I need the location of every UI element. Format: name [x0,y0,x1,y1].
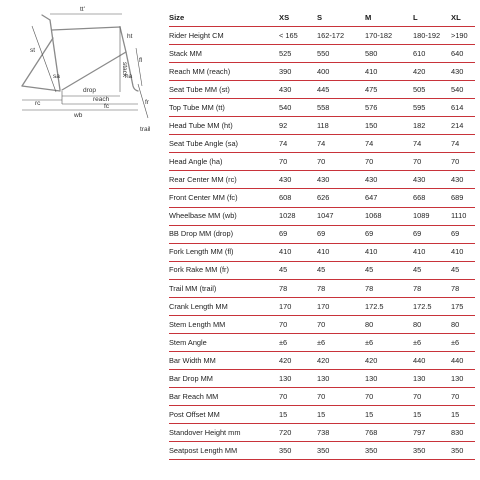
cell-value: 410 [451,243,475,261]
table-row [169,171,475,189]
label-wb: wb [74,112,83,119]
cell-value: 525 [279,45,317,63]
cell-value: 70 [317,387,365,405]
cell-value: 150 [365,117,413,135]
row-label: Stem Length MM [169,315,279,333]
row-label: Head Angle (ha) [169,153,279,171]
cell-value: < 165 [279,27,317,45]
row-label: Seatpost Length MM [169,442,279,460]
cell-value: 80 [413,315,451,333]
cell-value: 69 [317,225,365,243]
cell-value: 1047 [317,207,365,225]
row-label: Stem Angle [169,333,279,351]
saddle-rail [42,15,50,20]
table-row [169,243,475,261]
cell-value: 768 [365,424,413,442]
table-row [169,45,475,63]
cell-value: 182 [413,117,451,135]
cell-value: ±6 [317,333,365,351]
row-label: Seat Tube MM (st) [169,81,279,99]
cell-value: 118 [317,117,365,135]
table-row [169,261,475,279]
table-row [169,189,475,207]
row-label: Seat Tube Angle (sa) [169,135,279,153]
cell-value: 430 [279,171,317,189]
cell-value: 626 [317,189,365,207]
cell-value: 130 [365,369,413,387]
cell-value: 69 [413,225,451,243]
row-label: Head Tube MM (ht) [169,117,279,135]
table-row [169,207,475,225]
cell-value: 69 [451,225,475,243]
cell-value: 440 [451,351,475,369]
cell-value: 689 [451,189,475,207]
cell-value: 540 [451,81,475,99]
cell-value: 78 [279,279,317,297]
geometry-table [169,9,475,460]
cell-value: 420 [279,351,317,369]
label-reach: reach [93,96,110,103]
label-sa: sa [53,73,60,80]
head-tube [120,27,126,52]
cell-value: 720 [279,424,317,442]
cell-value: 1089 [413,207,451,225]
cell-value: 420 [317,351,365,369]
cell-value: 410 [365,243,413,261]
cell-value: 580 [365,45,413,63]
cell-value: 350 [451,442,475,460]
cell-value: 410 [279,243,317,261]
cell-value: ±6 [413,333,451,351]
cell-value: 74 [413,135,451,153]
cell-value: 74 [279,135,317,153]
table-row [169,369,475,387]
label-fl: fl [139,57,143,64]
cell-value: 170 [317,297,365,315]
table-row [169,387,475,405]
cell-value: 505 [413,81,451,99]
cell-value: 70 [279,387,317,405]
row-label: Reach MM (reach) [169,63,279,81]
cell-value: 1068 [365,207,413,225]
table-body [169,27,475,460]
cell-value: 45 [279,261,317,279]
frame-outline [22,15,138,91]
top-tube [52,27,120,30]
table-row [169,81,475,99]
table-row [169,63,475,81]
cell-value: 172.5 [365,297,413,315]
cell-value: 130 [451,369,475,387]
cell-value: 410 [365,63,413,81]
header-row [169,9,475,27]
cell-value: 550 [317,45,365,63]
cell-value: 430 [413,171,451,189]
cell-value: 70 [317,315,365,333]
table-row [169,99,475,117]
cell-value: 430 [451,63,475,81]
cell-value: 130 [279,369,317,387]
cell-value: 70 [365,153,413,171]
cell-value: 640 [451,45,475,63]
table-row [169,297,475,315]
cell-value: 420 [413,63,451,81]
cell-value: 69 [279,225,317,243]
cell-value: 78 [451,279,475,297]
cell-value: 430 [365,171,413,189]
header-size-1: XS [279,9,317,27]
cell-value: 70 [279,315,317,333]
cell-value: ±6 [365,333,413,351]
cell-value: 668 [413,189,451,207]
cell-value: 15 [279,406,317,424]
label-ha: ha [125,73,133,80]
row-label: Bar Reach MM [169,387,279,405]
cell-value: 74 [451,135,475,153]
cell-value: 45 [365,261,413,279]
cell-value: 647 [365,189,413,207]
cell-value: 610 [413,45,451,63]
frame-geometry-diagram [0,0,165,150]
cell-value: 70 [451,387,475,405]
cell-value: 130 [413,369,451,387]
table-row [169,279,475,297]
table-row [169,225,475,243]
label-trail: trail [140,126,151,133]
table-row [169,351,475,369]
cell-value: 430 [279,81,317,99]
header-size-2: S [317,9,365,27]
row-label: Rider Height CM [169,27,279,45]
label-stack: stack [121,62,128,78]
row-label: Front Center MM (fc) [169,189,279,207]
cell-value: 170 [279,297,317,315]
label-fc: fc [104,103,110,110]
header-size-5: XL [451,9,475,27]
cell-value: 74 [317,135,365,153]
cell-value: 558 [317,99,365,117]
cell-value: 350 [279,442,317,460]
label-rc: rc [35,100,41,107]
cell-value: 1110 [451,207,475,225]
row-label: Bar Drop MM [169,369,279,387]
cell-value: 475 [365,81,413,99]
cell-value: 70 [317,153,365,171]
cell-value: 430 [317,171,365,189]
cell-value: 92 [279,117,317,135]
label-st: st [30,47,36,54]
cell-value: 430 [451,171,475,189]
table-row [169,27,475,45]
cell-value: 350 [413,442,451,460]
table-row [169,315,475,333]
cell-value: 78 [365,279,413,297]
cell-value: 15 [365,406,413,424]
cell-value: 78 [317,279,365,297]
fl-dimension-line [136,48,142,86]
down-tube [62,52,126,90]
header-size-3: M [365,9,413,27]
cell-value: 440 [413,351,451,369]
table-row [169,135,475,153]
cell-value: 410 [413,243,451,261]
table-row [169,442,475,460]
cell-value: 80 [365,315,413,333]
cell-value: 595 [413,99,451,117]
cell-value: 70 [451,153,475,171]
cell-value: 180-192 [413,27,451,45]
row-label: Fork Rake MM (fr) [169,261,279,279]
cell-value: 170-182 [365,27,413,45]
cell-value: 70 [279,153,317,171]
seat-stay [22,38,53,86]
cell-value: 45 [451,261,475,279]
cell-value: 1028 [279,207,317,225]
cell-value: 15 [317,406,365,424]
cell-value: 130 [317,369,365,387]
label-ht: ht [127,33,133,40]
cell-value: 162-172 [317,27,365,45]
cell-value: 69 [365,225,413,243]
row-label: Crank Length MM [169,297,279,315]
table-row [169,117,475,135]
row-label: Stack MM [169,45,279,63]
cell-value: 15 [451,406,475,424]
cell-value: 390 [279,63,317,81]
cell-value: 400 [317,63,365,81]
row-label: Standover Height mm [169,424,279,442]
cell-value: 15 [413,406,451,424]
row-label: Post Offset MM [169,406,279,424]
frame-diagram-svg [0,0,165,150]
cell-value: 45 [317,261,365,279]
label-drop: drop [83,87,97,94]
cell-value: 614 [451,99,475,117]
table-row [169,153,475,171]
cell-value: 214 [451,117,475,135]
cell-value: 350 [317,442,365,460]
header-size: Size [169,9,279,27]
label-fr: fr [145,99,149,106]
cell-value: ±6 [279,333,317,351]
cell-value: 70 [413,153,451,171]
cell-value: 175 [451,297,475,315]
cell-value: 70 [413,387,451,405]
header-size-4: L [413,9,451,27]
cell-value: 830 [451,424,475,442]
cell-value: >190 [451,27,475,45]
cell-value: 540 [279,99,317,117]
row-label: Top Tube MM (tt) [169,99,279,117]
cell-value: 70 [365,387,413,405]
row-label: Fork Length MM (fl) [169,243,279,261]
row-label: BB Drop MM (drop) [169,225,279,243]
label-tt: tt' [80,6,85,13]
cell-value: 608 [279,189,317,207]
cell-value: 80 [451,315,475,333]
row-label: Wheelbase MM (wb) [169,207,279,225]
cell-value: 45 [413,261,451,279]
table-header [169,9,475,27]
cell-value: 172.5 [413,297,451,315]
cell-value: 576 [365,99,413,117]
row-label: Rear Center MM (rc) [169,171,279,189]
cell-value: 797 [413,424,451,442]
cell-value: 410 [317,243,365,261]
table-row [169,424,475,442]
cell-value: 738 [317,424,365,442]
cell-value: 78 [413,279,451,297]
cell-value: 350 [365,442,413,460]
table-row [169,406,475,424]
row-label: Bar Width MM [169,351,279,369]
cell-value: 420 [365,351,413,369]
cell-value: 445 [317,81,365,99]
row-label: Trail MM (trail) [169,279,279,297]
cell-value: ±6 [451,333,475,351]
table-row [169,333,475,351]
cell-value: 74 [365,135,413,153]
